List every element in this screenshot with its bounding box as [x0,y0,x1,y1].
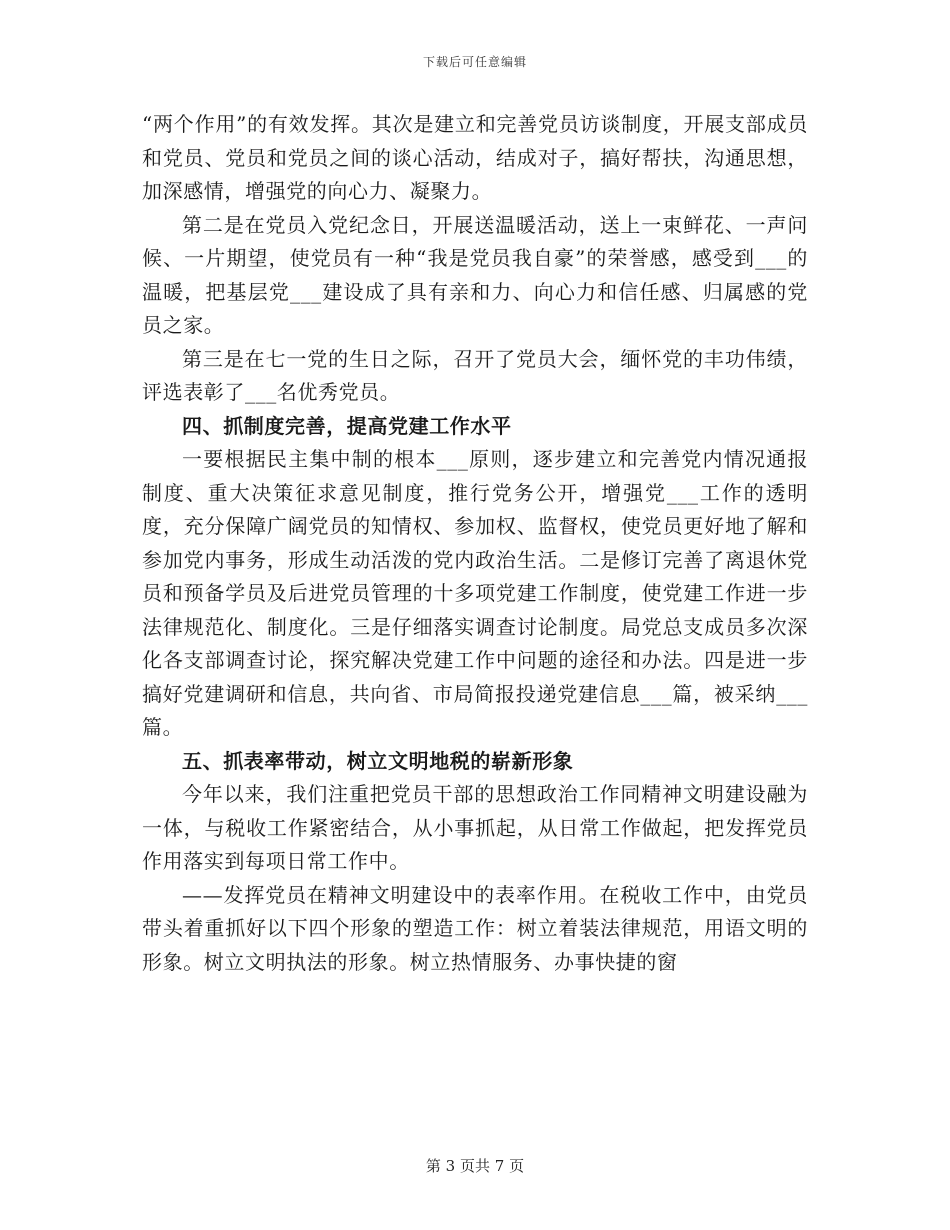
document-body [142,108,808,979]
paragraph-2: 第二是在党员入党纪念日，开展送温暖活动，送上一束鲜花、一声问候、一片期望，使党员有一种“我是党员我自豪”的荣誉感，感受到___的温暖，把基层党___建设成了具有亲和力、向心力和信任感、归属感的党员之家。 [142,212,808,337]
paragraph-5: 今年以来，我们注重把党员干部的思想政治工作同精神文明建设融为一体，与税收工作紧密结合，从小事抓起，从日常工作做起，把发挥党员作用落实到每项日常工作中。 [142,782,808,873]
section-heading-4: 四、抓制度完善，提高党建工作水平 [182,413,512,438]
page-number: 第 3 页共 7 页 [425,1157,525,1175]
header-note: 下载后可任意编辑 [422,55,527,69]
paragraph-3: 第三是在七一党的生日之际，召开了党员大会，缅怀党的丰功伟绩，评选表彰了___名优秀党员。 [142,346,808,404]
paragraph-1: “两个作用”的有效发挥。其次是建立和完善党员访谈制度，开展支部成员和党员、党员和党员之间的谈心活动，结成对子，搞好帮扶，沟通思想，加深感情，增强党的向心力、凝聚力。 [142,112,808,203]
paragraph-6: ——发挥党员在精神文明建设中的表率作用。在税收工作中，由党员带头着重抓好以下四个形象的塑造工作：树立着装法律规范，用语文明的形象。树立文明执法的形象。树立热情服务、办事快捷的窗 [142,882,808,974]
paragraph-4: 一要根据民主集中制的根本___原则，逐步建立和完善党内情况通报制度、重大决策征求意见制度，推行党务公开，增强党___工作的透明度，充分保障广阔党员的知情权、参加权、监督权，使党员更好地了解和参加党内事务，形成生动活泼的党内政治生活。二是修订完善了离退休党员和预备学员及后进党员管理的十多项党建工作制度，使党建工作进一步法律规范化、制度化。三是仔细落实调查讨论制度。局党总支成员多次深化各支部调查讨论，探究解决党建工作中问题的途径和办法。四是进一步搞好党建调研和信息，共向省、市局简报投递党建信息___篇，被采纳___篇。 [142,447,808,739]
section-heading-5: 五、抓表率带动，树立文明地税的崭新形象 [182,748,574,773]
